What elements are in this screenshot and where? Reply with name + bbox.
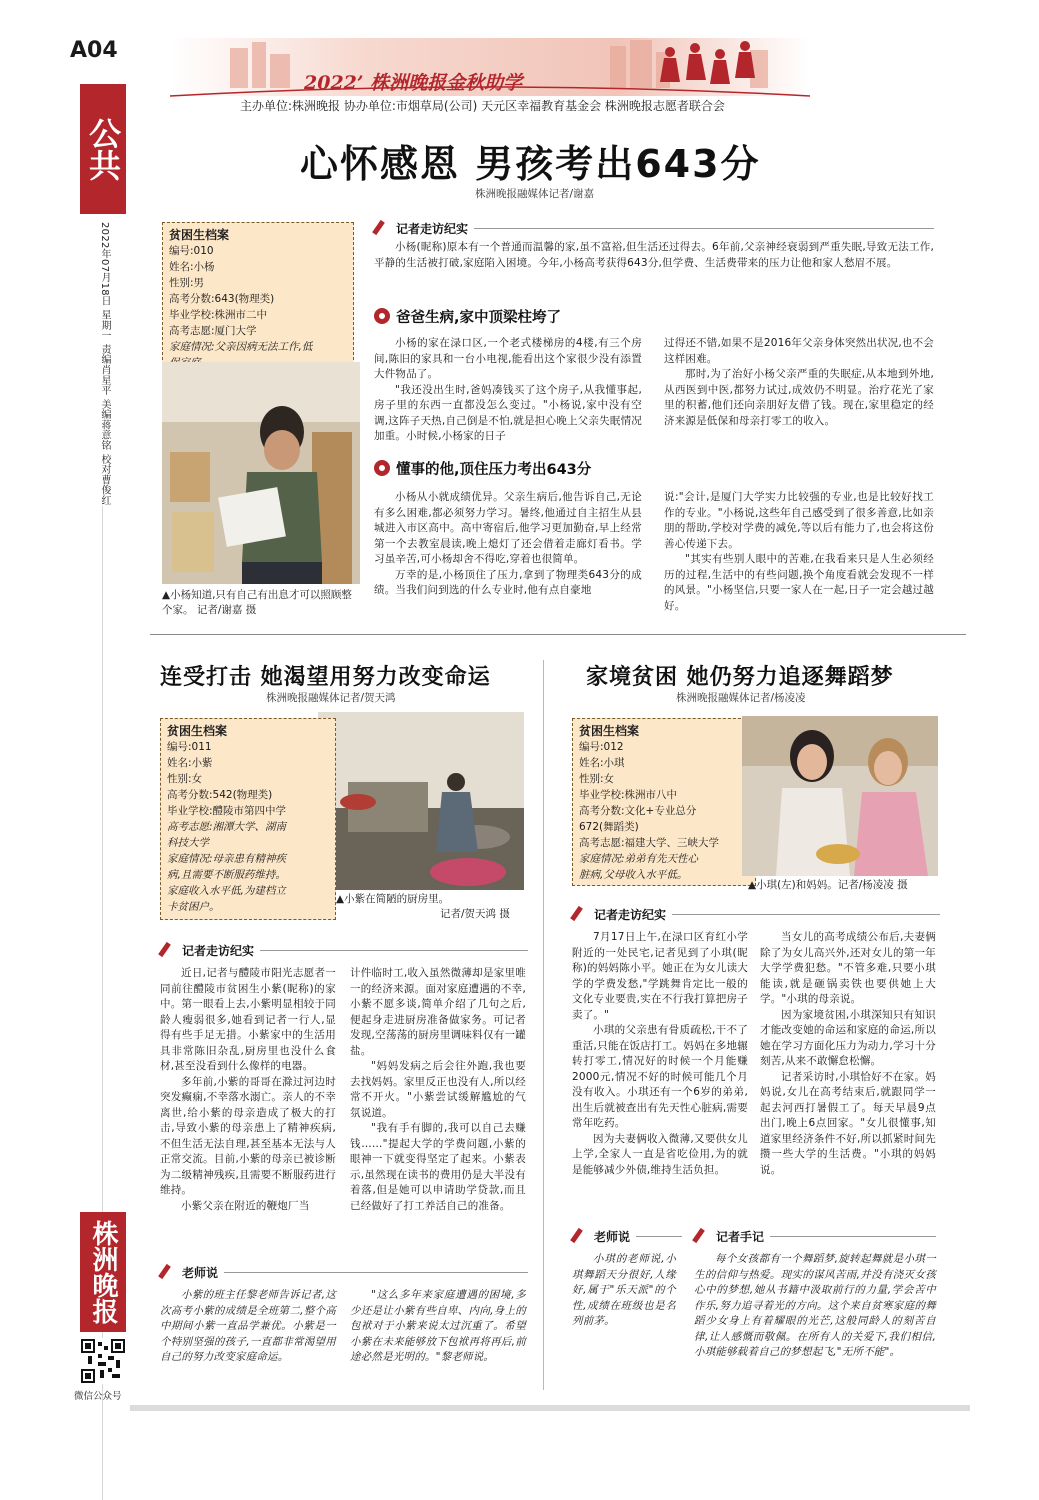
kicker-rule	[770, 1236, 936, 1237]
newspaper-logo: 株洲晚报	[80, 1212, 126, 1332]
paragraph: "我有手有脚的,我可以自己去赚钱……"提起大学的学费问题,小紫的眼神一下就变得坚定了起来。小紫表示,虽然现在读书的费用仍是大半没有着落,但是她可以申请助学贷款,而且已经做好了打工养活自己的准备。	[350, 1122, 526, 1212]
profile-line: 编号:010	[169, 245, 214, 257]
paragraph: 那时,为了治好小杨父亲严重的失眠症,从本地到外地,从西医到中医,都努力试过,成效仍不明显。治疗花光了家里的积蓄,他们还向亲朋好友借了钱。现在,家里稳定的经济来源是低保和母亲打零工的收入。	[664, 368, 934, 427]
kicker-rule	[224, 1272, 528, 1273]
paragraph: 过得还不错,如果不是2016年父亲身体突然出状况,也不会这样困难。	[664, 337, 934, 365]
story2-teacher-col1	[160, 1288, 336, 1366]
story2-col1	[160, 966, 336, 1214]
profile-line: 高考志愿:厦门大学	[169, 325, 257, 337]
paragraph: 小杨(昵称)原本有一个普通而温馨的家,虽不富裕,但生活还过得去。6年前,父亲神经衰弱到严重失眠,导致无法工作,平静的生活被打破,家庭陷入困境。今年,小杨高考获得643分,但学费、生活费带来的压力让他和家人愁眉不展。	[374, 241, 934, 269]
paragraph: 说:"会计,是厦门大学实力比较强的专业,也是比较好找工作的专业。"小杨说,这些年自己感受到了很多善意,比如亲朋的帮助,学校对学费的减免,等以后有能力了,也会将这份善心传递下去。	[664, 491, 934, 550]
profile-line: 病,且需要不断服药维持。	[167, 869, 286, 881]
side-issue-info: 2022年07月18日 星期一 责编肖星平 美编蒋意铭 校对曹俊红	[90, 222, 112, 506]
story3-profile	[572, 718, 756, 886]
story3-photo-caption: ▲小琪(左)和妈妈。记者/杨凌凌 摄	[748, 879, 908, 891]
story2-photo-credit: 记者/贺天鸿 摄	[440, 908, 510, 920]
paragraph: "妈妈发病之后会往外跑,我也要去找妈妈。家里反正也没有人,所以经常不开火。"小紫尝试缓解尴尬的气氛说道。	[350, 1060, 526, 1119]
paragraph: 因为家境贫困,小琪深知只有知识才能改变她的命运和家庭的命运,所以她在学习方面化压力为动力,学习十分刻苦,从来不敢懈怠松懈。	[760, 1008, 936, 1067]
story2-byline: 株洲晚报融媒体记者/贺天鸿	[266, 692, 396, 704]
story3-teacher-kicker	[572, 1226, 682, 1246]
story2-headline: 连受打击 她渴望用努力改变命运	[160, 665, 491, 690]
paragraph: 因为夫妻俩收入微薄,又要供女儿上学,全家人一直是省吃俭用,为的就是能够减少外债,维持生活负担。	[572, 1132, 748, 1176]
profile-line: 毕业学校:株洲市八中	[579, 789, 678, 801]
subhead-text: 爸爸生病,家中顶梁柱垮了	[396, 309, 562, 326]
profile-title: 贫困生档案	[167, 724, 228, 738]
pen-icon	[572, 906, 588, 922]
profile-line: 毕业学校:株洲市二中	[169, 309, 268, 321]
profile-line: 高考志愿:湘潭大学、湖南	[167, 821, 287, 833]
profile-title: 贫困生档案	[579, 724, 640, 738]
pen-icon	[572, 1228, 588, 1244]
sponsors-line: 主办单位:株洲晚报 协办单位:市烟草局(公司) 天元区幸福教育基金会 株洲晚报志愿者联合会	[240, 99, 725, 113]
paragraph: 多年前,小紫的哥哥在滁过河边时突发癫痫,不幸落水溺亡。亲人的不幸离世,给小紫的母亲造成了极大的打击,导致小紫的母亲患上了精神疾病,不但生活无法自理,甚至基本无法与人正常交流。目前,小紫的母亲已被诊断为二级精神残疾,且需要不断服药进行维持。	[160, 1075, 336, 1196]
profile-line: 卡贫困户。	[167, 901, 220, 913]
paragraph: 每个女孩都有一个舞蹈梦,旋转起舞就是小琪一生的信仰与热爱。现实的谋风苦雨,并没有浇灭女孩心中的梦想,她从书籍中汲取前行的力量,学会苦中作乐,努力追寻着光的方向。这个来自贫寒家庭的舞蹈少女身上有着耀眼的光芒,这般同龄人的刻苦自律,让人感慨而敬佩。在所有人的关爱下,我们相信,小琪能够载着自己的梦想起飞,"无所不能"。	[694, 1253, 936, 1358]
profile-line: 编号:012	[579, 741, 624, 753]
story3-byline: 株洲晚报融媒体记者/杨凌凌	[676, 692, 806, 704]
story1-intro	[374, 240, 934, 271]
paragraph: 当女儿的高考成绩公布后,夫妻俩除了为女儿高兴外,还对女儿的第一年大学学费犯愁。"不管多难,只要小琪能读,就是砸锅卖铁也要供她上大学。"小琪的母亲说。	[760, 931, 936, 1005]
paragraph: 小杨从小就成绩优异。父亲生病后,他告诉自己,无论有多么困难,都必须努力学习。暑终,他通过自主招生从县城进入市区高中。高中寄宿后,他学习更加勤奋,早上经常第一个去教室晨读,晚上熄灯了还会借着走廊灯看书。学习虽辛苦,可小杨却舍不得吃,穿着也很简单。	[374, 491, 642, 565]
section-tag: 公共	[80, 84, 126, 214]
paragraph: 计件临时工,收入虽然微薄却是家里唯一的经济来源。面对家庭遭遇的不幸,小紫不愿多谈,简单介绍了几句之后,便起身走进厨房准备做家务。可记者发现,空荡荡的厨房里调味料仅有一罐盐。	[350, 967, 526, 1057]
story3-note-kicker	[694, 1226, 936, 1246]
story1-subhead2	[374, 458, 934, 478]
profile-line: 672(舞蹈类)	[579, 821, 639, 833]
profile-line: 高考分数:文化+专业总分	[579, 805, 697, 817]
profile-line: 姓名:小杨	[169, 261, 215, 273]
story3-note-text	[694, 1252, 936, 1361]
banner-title: 2022’ 株洲晚报金秋助学	[304, 72, 523, 94]
section-divider	[150, 634, 966, 635]
kicker-label: 记者手记	[716, 1229, 765, 1244]
story1-profile	[162, 222, 354, 370]
kicker-label: 老师说	[182, 1265, 219, 1280]
paragraph: 记者采访时,小琪恰好不在家。妈妈说,女儿在高考结束后,就跟同学一起去河西打暑假工了。每天早晨9点出门,晚上6点回家。"女儿很懂事,知道家里经济条件不好,所以抓紧时间先攒一些大学的生活费。"小琪的妈妈说。	[760, 1070, 936, 1176]
profile-line: 性别:女	[167, 773, 203, 785]
paragraph: "我还没出生时,爸妈凑钱买了这个房子,从我懂事起,房子里的东西一直都没怎么变过。"小杨说,家中没有空调,这阵子天热,自己倒是不怕,就是担心晚上父亲失眠情况加重。小时候,小杨家的日子	[374, 383, 642, 442]
story3-col1	[572, 930, 748, 1178]
story3-headline: 家境贫困 她仍努力追逐舞蹈梦	[586, 665, 894, 690]
story1-photo-caption: ▲小杨知道,只有自己有出息才可以照顾整个家。 记者/谢嘉 摄	[162, 589, 352, 616]
story2-col2	[350, 966, 526, 1214]
kicker-label: 老师说	[594, 1229, 631, 1244]
story1-headline: 心怀感恩 男孩考出643分	[300, 142, 761, 186]
story2-photo-caption: ▲小紫在简陋的厨房里。	[336, 893, 450, 905]
circle-bullet-icon	[374, 308, 390, 324]
profile-title: 贫困生档案	[169, 228, 230, 242]
kicker-rule	[672, 914, 940, 915]
story2-profile	[160, 718, 336, 920]
profile-line: 家庭情况:母亲患有精神疾	[167, 853, 287, 865]
profile-line: 脏病,父母收入水平低。	[579, 869, 688, 881]
paragraph: 万幸的是,小杨顶住了压力,拿到了物理类643分的成绩。当我们问到选的什么专业时,他有点自豪地	[374, 568, 642, 596]
pen-icon	[160, 1264, 176, 1280]
profile-line: 姓名:小紫	[167, 757, 213, 769]
story1-byline: 株洲晚报融媒体记者/谢嘉	[475, 188, 595, 200]
story3-col2	[760, 930, 936, 1178]
profile-line: 毕业学校:醴陵市第四中学	[167, 805, 287, 817]
bottom-bar	[130, 1405, 970, 1411]
profile-line: 科技大学	[167, 837, 209, 849]
story1-subhead1	[374, 306, 934, 326]
kicker-label: 记者走访纪实	[182, 943, 255, 958]
kicker-label: 记者走访纪实	[594, 907, 667, 922]
story3-photo	[742, 716, 938, 876]
pen-icon	[374, 220, 390, 236]
circle-bullet-icon	[374, 460, 390, 476]
story1-sub2-col2	[664, 490, 934, 614]
qr-code-icon	[80, 1338, 126, 1384]
profile-line: 家庭情况:弟弟有先天性心	[579, 853, 699, 865]
profile-line: 姓名:小琪	[579, 757, 625, 769]
paragraph: 近日,记者与醴陵市阳光志愿者一同前往醴陵市贫困生小紫(昵称)的家中。第一眼看上去,小紫明显相较于同龄人瘦弱很多,她看到记者一行人,显得有些手足无措。小紫家中的生活用具非常陈旧杂乱,厨房里也没什么食材,甚至没看到什么像样的电器。	[160, 967, 336, 1072]
pen-icon	[160, 942, 176, 958]
kicker-rule	[260, 950, 528, 951]
qr-label: 微信公众号	[74, 1391, 122, 1402]
kicker-rule	[636, 1236, 682, 1237]
story1-kicker	[374, 218, 934, 238]
story2-photo	[318, 712, 524, 890]
paragraph: "这么多年来家庭遭遇的困境,多少还是让小紫有些自卑、内向,身上的包袱对于小紫来说太过沉重了。希望小紫在未来能够放下包袱再将再后,前途必然是光明的。"黎老师说。	[350, 1289, 526, 1363]
paragraph: 小琪的父亲患有骨质疏松,干不了重活,只能在饭店打工。妈妈在多地辗转打零工,情况好的时候一个月能赚2000元,情况不好的时候可能几个月没有收入。小琪还有一个6岁的弟弟,出生后就被查出有先天性心脏病,需要常年吃药。	[572, 1024, 748, 1129]
profile-line: 高考分数:542(物理类)	[167, 789, 273, 801]
profile-line: 家庭收入水平低,为建档立	[167, 885, 286, 897]
column-divider	[543, 660, 544, 1390]
profile-line: 家庭情况:父亲因病无法工作,低	[169, 341, 313, 353]
subhead-text: 懂事的他,顶住压力考出643分	[396, 461, 592, 478]
kicker-rule	[474, 228, 934, 229]
kicker-label: 记者走访纪实	[396, 221, 469, 236]
story3-kicker	[572, 904, 940, 924]
profile-line: 性别:男	[169, 277, 205, 289]
paragraph: 小紫的班主任黎老师告诉记者,这次高考小紫的成绩是全班第二,整个高中期间小紫一直品学兼优。小紫是一个特别坚强的孩子,一直都非常渴望用自己的努力改变家庭命运。	[160, 1289, 336, 1363]
pen-icon	[694, 1228, 710, 1244]
story1-photo	[162, 362, 360, 584]
paragraph: "其实有些别人眼中的苦难,在我看来只是人生必须经历的过程,生活中的有些问题,换个角度看就会发现不一样的风景。"小杨坚信,只要一家人在一起,日子一定会越过越好。	[664, 553, 934, 612]
profile-line: 性别:女	[579, 773, 615, 785]
profile-line: 高考分数:643(物理类)	[169, 293, 275, 305]
profile-line: 编号:011	[167, 741, 212, 753]
paragraph: 小琪的老师说,小琪舞蹈天分很好,人缘好,属于"乐天派"的个性,成绩在班级也是名列前茅。	[572, 1253, 676, 1327]
story1-sub1-col1	[374, 336, 642, 445]
profile-line: 高考志愿:福建大学、三峡大学	[579, 837, 720, 849]
paragraph: 7月17日上午,在渌口区育红小学附近的一处民宅,记者见到了小琪(昵称)的妈妈陈小平。她正在为女儿读大学的学费发愁,"学跳舞肯定比一般的文化专业要贵,实在不行我打算把房子卖了。"	[572, 931, 748, 1021]
paragraph: 小杨的家在渌口区,一个老式楼梯房的4楼,有三个房间,陈旧的家具和一台小电视,能看出这个家很少没有添置大件物品了。	[374, 337, 642, 380]
page-number: A04	[70, 38, 118, 63]
story2-kicker	[160, 940, 528, 960]
story1-sub1-col2	[664, 336, 934, 429]
story1-sub2-col1	[374, 490, 642, 599]
story2-teacher-col2	[350, 1288, 526, 1366]
story3-teacher-text	[572, 1252, 676, 1330]
story2-teacher-kicker	[160, 1262, 528, 1282]
paragraph: 小紫父亲在附近的鞭炮厂当	[181, 1199, 310, 1212]
